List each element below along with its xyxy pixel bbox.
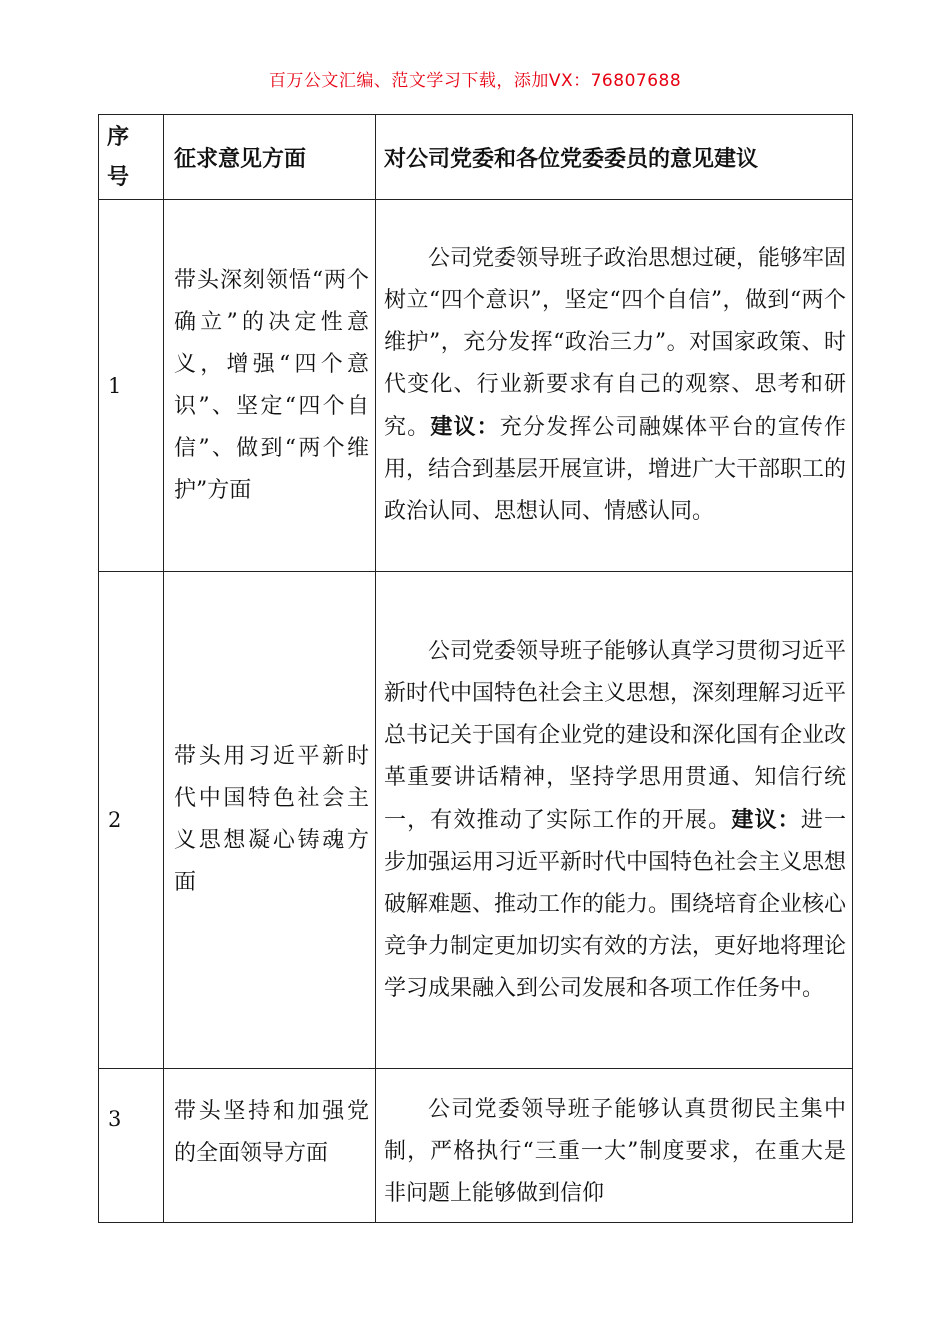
row-aspect: 带头深刻领悟“两个确立”的决定性意义，增强“四个意识”、坚定“四个自信”、做到“两个维护”方面 — [164, 200, 376, 572]
advice-label: 建议： — [731, 806, 801, 833]
advice-suggestion: 充分发挥公司融媒体平台的宣传作用，结合到基层开展宣讲，增进广大干部职工的政治认同、思想认同、情感认同。 — [384, 415, 847, 524]
advice-suggestion: 进一步加强运用习近平新时代中国特色社会主义思想破解难题、推动工作的能力。围绕培育企业核心竞争力制定更加切实有效的方法，更好地将理论学习成果融入到公司发展和各项工作任务中。 — [384, 807, 847, 1001]
advice-text: 公司党委领导班子能够认真学习贯彻习近平新时代中国特色社会主义思想，深刻理解习近平总书记关于国有企业党的建设和深化国有企业改革重要讲话精神，坚持学思用贯通、知信行统一，有效推动了实际工作的开展。 — [384, 638, 847, 833]
header-num-label: 序号 — [107, 124, 130, 190]
row-num: 2 — [99, 572, 164, 1069]
row-advice — [376, 572, 853, 1069]
row-num: 1 — [99, 200, 164, 572]
opinion-table — [98, 114, 853, 1223]
advice-text: 公司党委领导班子能够认真贯彻民主集中制，严格执行“三重一大”制度要求，在重大是非问题上能够做到信仰 — [384, 1097, 846, 1206]
row-advice — [376, 200, 853, 572]
row-aspect: 带头用习近平新时代中国特色社会主义思想凝心铸魂方面 — [164, 572, 376, 1069]
row-num: 3 — [99, 1069, 164, 1223]
table-row — [99, 1069, 853, 1223]
advice-label: 建议： — [430, 414, 500, 440]
header-advice: 对公司党委和各位党委委员的意见建议 — [376, 115, 853, 200]
header-num — [99, 115, 164, 200]
table-row — [99, 572, 853, 1069]
watermark-header: 百万公文汇编、范文学习下载，添加VX：76807688 — [268, 71, 682, 91]
row-advice — [376, 1069, 853, 1223]
table-row — [99, 200, 853, 572]
header-aspect: 征求意见方面 — [164, 115, 376, 200]
table-header-row — [99, 115, 853, 200]
advice-text: 公司党委领导班子政治思想过硬，能够牢固树立“四个意识”，坚定“四个自信”，做到“两个维护”，充分发挥“政治三力”。对国家政策、时代变化、行业新要求有自己的观察、思考和研究。 — [384, 246, 847, 440]
row-aspect: 带头坚持和加强党的全面领导方面 — [164, 1069, 376, 1223]
